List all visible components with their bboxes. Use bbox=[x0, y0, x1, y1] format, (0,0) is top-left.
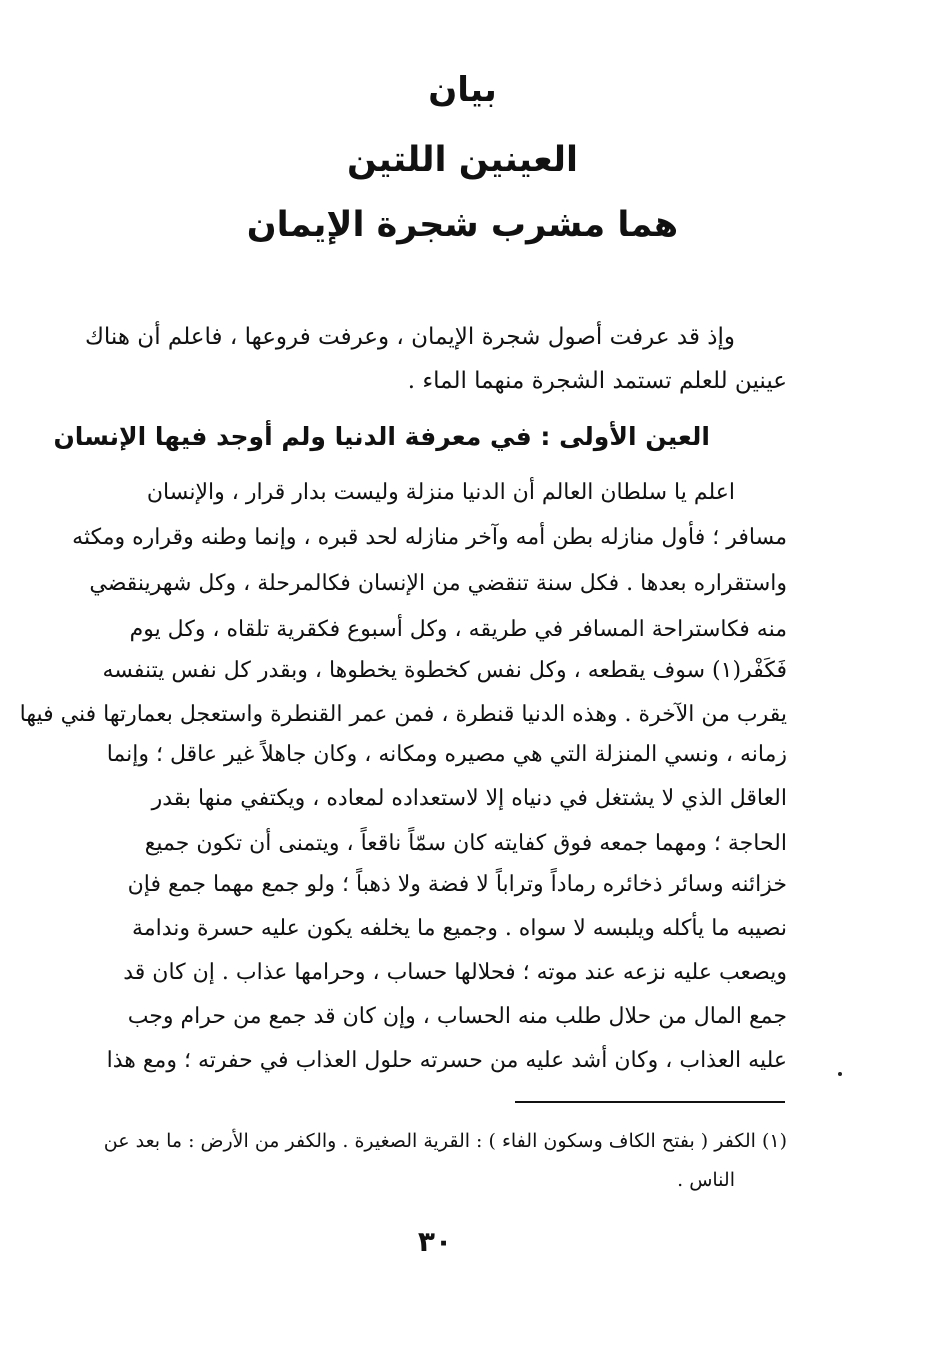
intro-line: عينين للعلم تستمد الشجرة منهما الماء . bbox=[407, 368, 787, 394]
margin-dot bbox=[838, 1072, 842, 1076]
section-heading: العين الأولى : في معرفة الدنيا ولم أوجد فيها الإنسان bbox=[53, 422, 710, 451]
body-line: واستقراره بعدها . فكل سنة تنقضي من الإنسان فكالمرحلة ، وكل شهرينقضي bbox=[89, 571, 787, 596]
title-line-1: بيان bbox=[428, 70, 497, 110]
body-line: جمع المال من حلال طلب منه الحساب ، وإن كان قد جمع من حرام وجب bbox=[127, 1004, 787, 1029]
footnote-line: الناس . bbox=[677, 1169, 735, 1191]
title-line-3: هما مشرب شجرة الإيمان bbox=[246, 205, 679, 245]
body-line: فَكَفْر(١) سوف يقطعه ، وكل نفس كخطوة يخطوها ، وبقدر كل نفس يتنفسه bbox=[102, 658, 787, 683]
page-number: ٣٠ bbox=[417, 1225, 453, 1258]
body-line: يقرب من الآخرة . وهذه الدنيا قنطرة ، فمن عمر القنطرة واستعجل بعمارتها فني فيها bbox=[19, 702, 787, 727]
intro-line: وإذ قد عرفت أصول شجرة الإيمان ، وعرفت فروعها ، فاعلم أن هناك bbox=[84, 324, 735, 350]
body-line: منه فكاستراحة المسافر في طريقه ، وكل أسبوع فكقرية تلقاه ، وكل يوم bbox=[129, 617, 787, 642]
body-line: الحاجة ؛ ومهما جمعه فوق كفايته كان سمّاً ناقعاً ، ويتمنى أن تكون جميع bbox=[144, 831, 787, 856]
body-line: خزائنه وسائر ذخائره رماداً وتراباً لا فضة ولا ذهباً ؛ ولو جمع مهما جمع فإن bbox=[127, 872, 787, 897]
footnote-separator bbox=[515, 1101, 785, 1103]
body-line: نصيبه ما يأكله ويلبسه لا سواه . وجميع ما يخلفه يكون عليه حسرة وندامة bbox=[132, 916, 787, 941]
body-line: ويصعب عليه نزعه عند موته ؛ فحلالها حساب ، وحرامها عذاب . إن كان قد bbox=[123, 960, 787, 985]
body-line: مسافر ؛ فأول منازله بطن أمه وآخر منازله لحد قبره ، وإنما وطنه وقراره ومكثه bbox=[72, 525, 787, 550]
body-line: زمانه ، ونسي المنزلة التي هي مصيره ومكانه ، وكان جاهلاً غير عاقل ؛ وإنما bbox=[106, 742, 787, 767]
body-line: عليه العذاب ، وكان أشد عليه من حسرته حلول العذاب في حفرته ؛ ومع هذا bbox=[106, 1048, 787, 1073]
footnote-line: (١) الكفر ( بفتح الكاف وسكون الفاء ) : القرية الصغيرة . والكفر من الأرض : ما بعد عن bbox=[103, 1130, 787, 1152]
body-line: اعلم يا سلطان العالم أن الدنيا منزلة وليست بدار قرار ، والإنسان bbox=[146, 480, 735, 505]
title-line-2: العينين اللتين bbox=[347, 140, 578, 180]
body-line: العاقل الذي لا يشتغل في دنياه إلا لاستعداده لمعاده ، ويكتفي منها بقدر bbox=[151, 786, 787, 811]
